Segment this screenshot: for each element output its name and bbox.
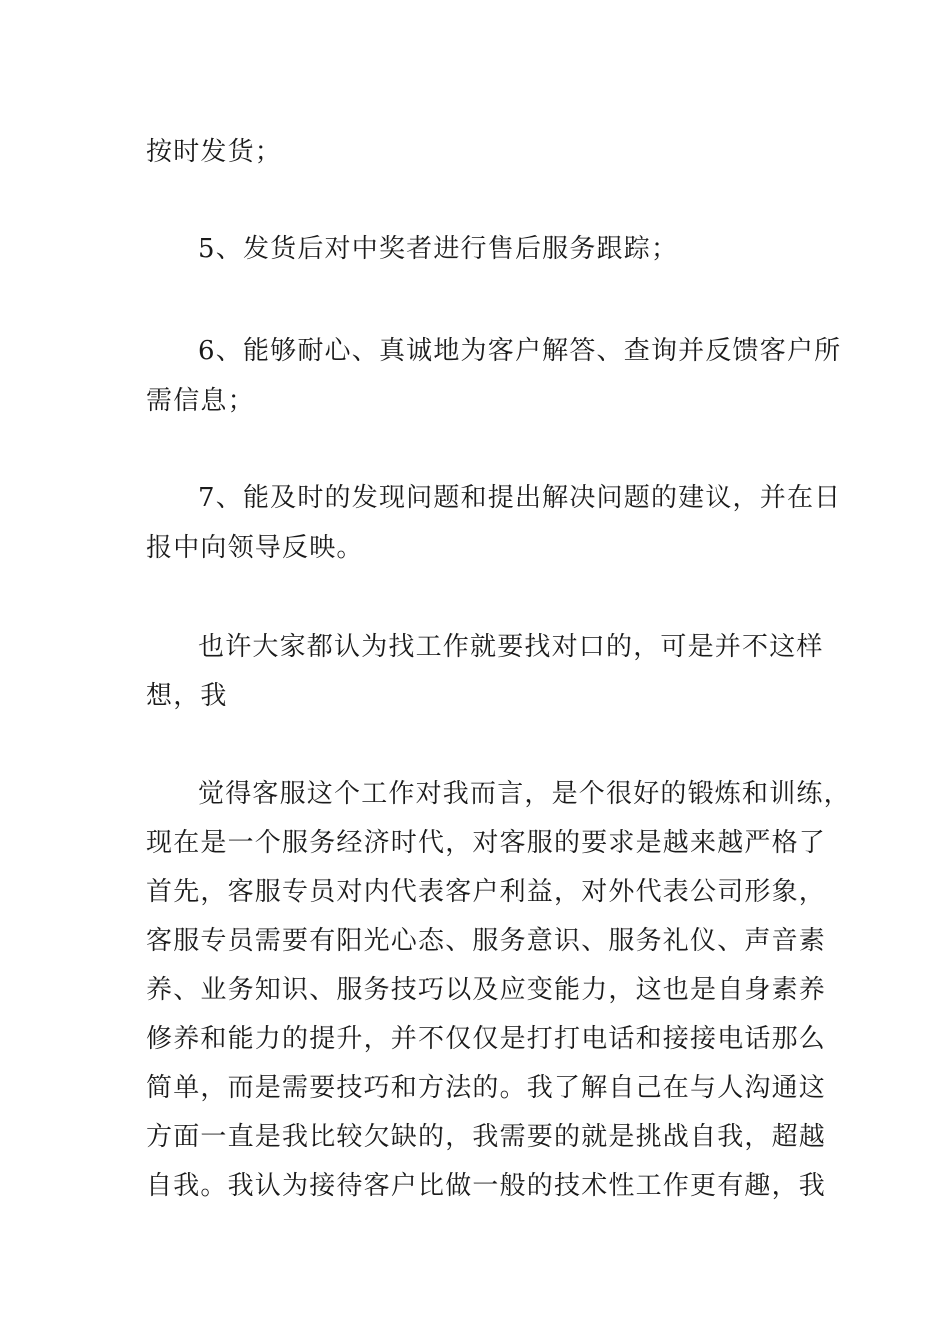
text-line: 简单，而是需要技巧和方法的。我了解自己在与人沟通这 (146, 1073, 827, 1103)
text-line: 5、发货后对中奖者进行售后服务跟踪； (198, 234, 679, 264)
text-line: 养、业务知识、服务技巧以及应变能力，这也是自身素养 (146, 975, 827, 1005)
text-line: 报中向领导反映。 (146, 533, 364, 563)
text-line: 方面一直是我比较欠缺的，我需要的就是挑战自我，超越 (146, 1122, 827, 1152)
text-line: 首先，客服专员对内代表客户利益，对外代表公司形象， (146, 877, 827, 907)
text-line: 6、能够耐心、真诚地为客户解答、查询并反馈客户所 (198, 336, 842, 366)
text-line: 7、能及时的发现问题和提出解决问题的建议，并在日 (198, 483, 842, 513)
text-line: 现在是一个服务经济时代，对客服的要求是越来越严格了 (146, 828, 827, 858)
text-line: 自我。我认为接待客户比做一般的技术性工作更有趣，我 (146, 1171, 827, 1201)
text-line: 修养和能力的提升，并不仅仅是打打电话和接接电话那么 (146, 1024, 827, 1054)
text-line: 按时发货； (146, 137, 283, 167)
text-line: 想，我 (146, 681, 228, 711)
text-line: 需信息； (146, 386, 255, 416)
text-line: 也许大家都认为找工作就要找对口的，可是并不这样 (198, 632, 824, 662)
text-line: 觉得客服这个工作对我而言，是个很好的锻炼和训练， (198, 779, 851, 809)
text-line: 客服专员需要有阳光心态、服务意识、服务礼仪、声音素 (146, 926, 827, 956)
